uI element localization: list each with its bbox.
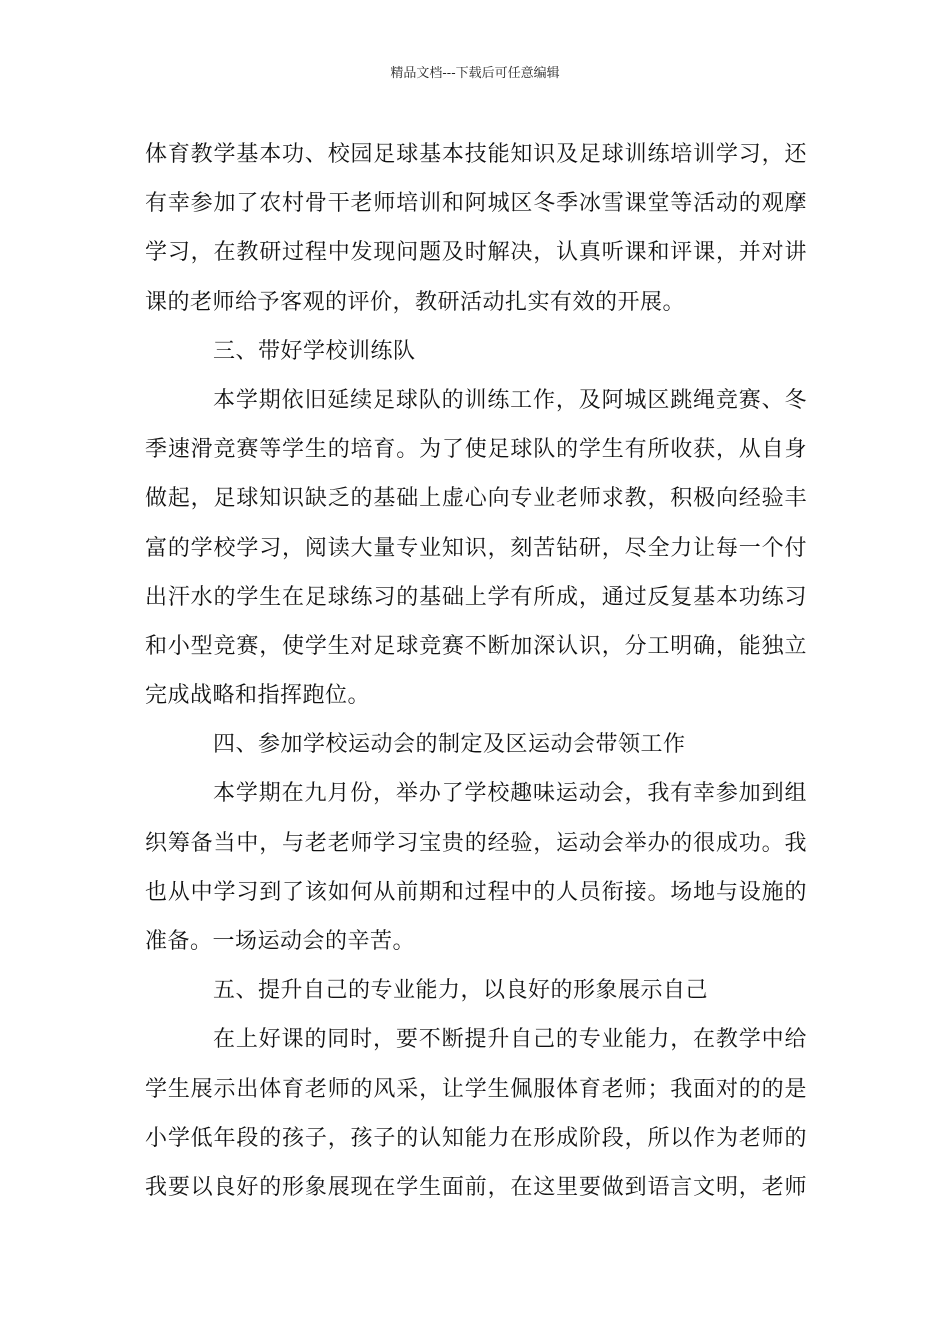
text-line: 学习，在教研过程中发现问题及时解决，认真听课和评课，并对讲 [145,240,807,266]
text-line: 出汗水的学生在足球练习的基础上学有所成，通过反复基本功练习 [145,584,807,610]
text-line: 有幸参加了农村骨干老师培训和阿城区冬季冰雪课堂等活动的观摩 [145,191,807,217]
text-line: 学生展示出体育老师的风采，让学生佩服体育老师；我面对的的是 [145,1076,807,1102]
text-line: 做起，足球知识缺乏的基础上虚心向专业老师求教，积极向经验丰 [145,486,807,512]
section-heading: 三、带好学校训练队 [213,338,416,364]
text-line: 体育教学基本功、校园足球基本技能知识及足球训练培训学习，还 [145,142,807,167]
text-line: 季速滑竞赛等学生的培育。为了使足球队的学生有所收获，从自身 [145,437,807,463]
text-line: 小学低年段的孩子，孩子的认知能力在形成阶段，所以作为老师的 [145,1125,807,1151]
text-line: 本学期依旧延续足球队的训练工作，及阿城区跳绳竞赛、冬 [213,387,807,413]
text-line: 完成战略和指挥跑位。 [145,683,371,709]
text-line: 织筹备当中，与老老师学习宝贵的经验，运动会举办的很成功。我 [145,830,807,856]
text-line: 在上好课的同时，要不断提升自己的专业能力，在教学中给 [213,1027,807,1053]
text-line: 富的学校学习，阅读大量专业知识，刻苦钻研，尽全力让每一个付 [145,535,807,561]
document-body [145,130,807,1212]
text-line: 也从中学习到了该如何从前期和过程中的人员衔接。场地与设施的 [145,879,807,905]
text-line: 本学期在九月份，举办了学校趣味运动会，我有幸参加到组 [213,781,807,807]
text-line: 课的老师给予客观的评价，教研活动扎实有效的开展。 [145,289,686,315]
text-line: 准备。一场运动会的辛苦。 [145,929,416,954]
section-heading: 四、参加学校运动会的制定及区运动会带领工作 [213,732,686,758]
text-line: 我要以良好的形象展现在学生面前，在这里要做到语言文明，老师 [145,1174,807,1200]
text-line: 和小型竞赛，使学生对足球竞赛不断加深认识，分工明确，能独立 [145,633,807,659]
page-header: 精品文档---下载后可任意编辑 [390,66,560,81]
section-heading: 五、提升自己的专业能力，以良好的形象展示自己 [213,978,709,1004]
